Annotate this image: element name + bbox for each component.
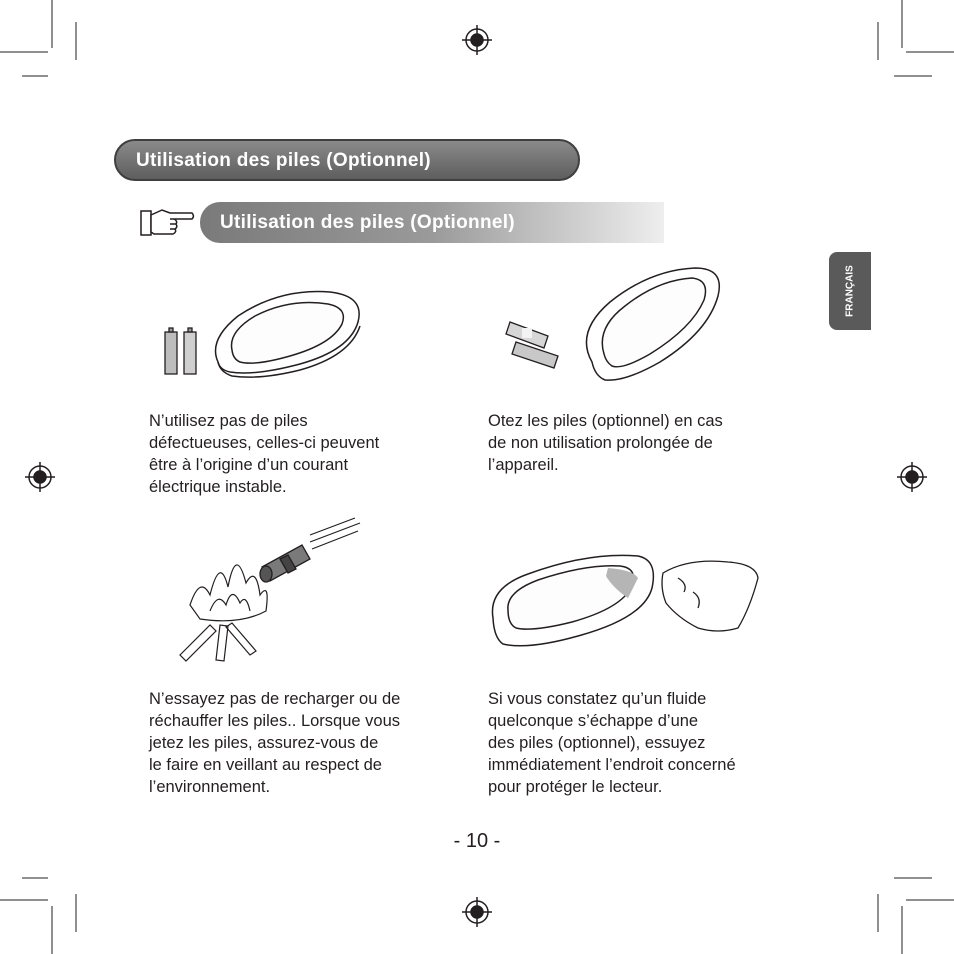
mp3-player-icon <box>216 292 361 378</box>
subsection-title: Utilisation des piles (Optionnel) <box>220 212 515 233</box>
mp3-player-icon <box>586 268 719 380</box>
instruction-text-4: Si vous constatez qu’un fluide quelconque s’échappe d’une des piles (optionnel), essuyez immédiatement l’endroit concerné pour protéger le lecteur. <box>488 690 736 796</box>
language-tab-label: FRANÇAIS <box>844 265 856 317</box>
illustration-batteries-standing <box>160 280 375 380</box>
section-title-pill <box>114 139 580 181</box>
language-tab <box>829 252 871 330</box>
section-title: Utilisation des piles (Optionnel) <box>136 150 431 171</box>
instruction-text-2: Otez les piles (optionnel) en cas de non utilisation prolongée de l’appareil. <box>488 412 723 474</box>
illustration-batteries-removed <box>500 262 735 387</box>
illustration-wipe-fluid <box>488 548 763 658</box>
registration-mark-icon <box>462 25 492 55</box>
battery-icon <box>260 545 310 582</box>
instruction-text-3: N’essayez pas de recharger ou de réchauffer les piles.. Lorsque vous jetez les piles, assurez-vous de le faire en veillant au respect de l’environnement. <box>149 690 401 796</box>
cloth-icon <box>662 561 758 631</box>
pointing-hand-icon <box>140 207 196 239</box>
illustration-battery-fire <box>170 515 365 665</box>
instruction-text-1: N’utilisez pas de piles défectueuses, celles-ci peuvent être à l’origine d’un courant électrique instable. <box>149 412 380 496</box>
page-number: - 10 - <box>453 830 501 852</box>
mp3-player-icon <box>492 555 653 645</box>
subsection-title-pill <box>200 202 664 243</box>
